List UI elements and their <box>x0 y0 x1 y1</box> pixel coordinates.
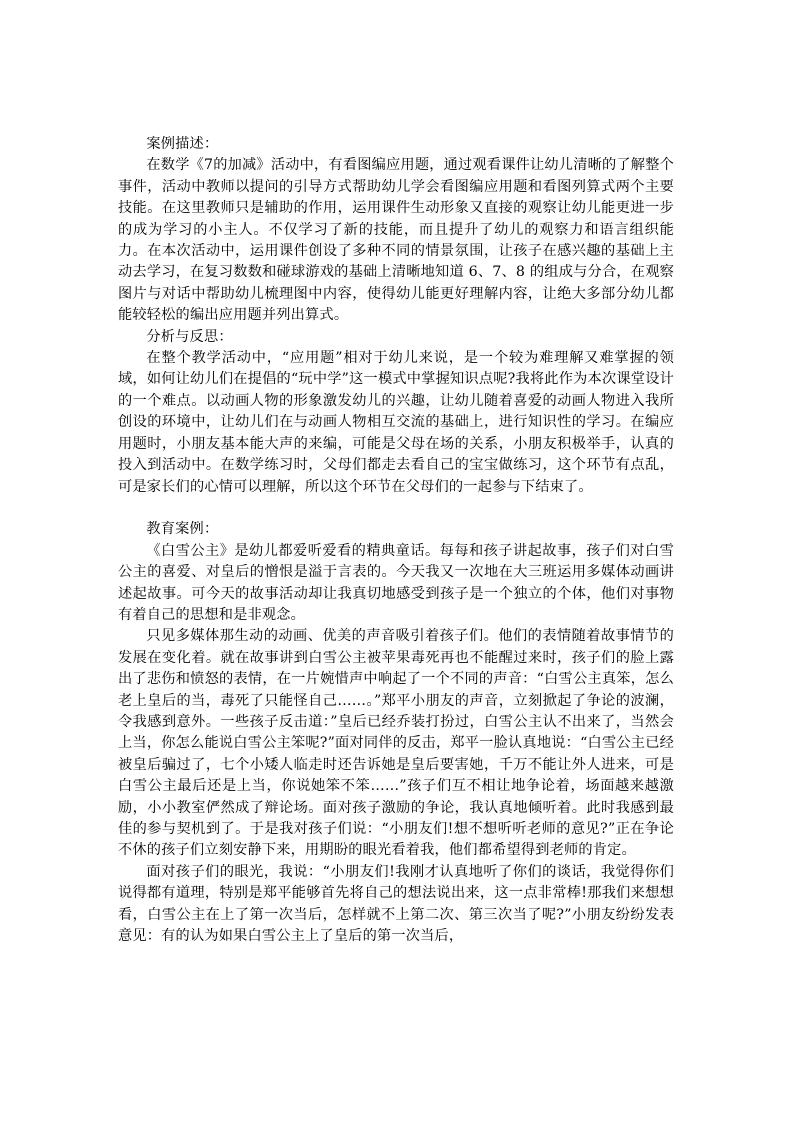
section-heading-analysis-reflection: 分析与反思： <box>146 328 233 345</box>
education-case-paragraph-3: 面对孩子们的眼光，我说：“小朋友们!我刚才认真地听了你们的谈话，我觉得你们说得都有道理，特别是郑平能够首先将自己的想法说出来，这一点非常棒!那我们来想想看，白雪公主在上了第一次当后，怎样就不上第二次、第三次当了呢?”小朋友纷纷发表意见：有的认为如果白雪公主上了皇后的第一次当后， <box>118 863 674 945</box>
education-case-paragraph-1: 《白雪公主》是幼儿都爱听爱看的精典童话。每每和孩子讲起故事，孩子们对白雪公主的喜爱、对皇后的憎恨是溢于言表的。今天我又一次地在大三班运用多媒体动画讲述起故事。可今天的故事活动却让我真切地感受到孩子是一个独立的个体，他们对事物有着自己的思想和是非观念。 <box>118 542 674 623</box>
section-heading-education-case: 教育案例： <box>146 521 219 538</box>
analysis-reflection-paragraph: 在整个教学活动中，“应用题”相对于幼儿来说，是一个较为难理解又难掌握的领域，如何让幼儿们在提倡的“玩中学”这一模式中掌握知识点呢?我将此作为本次课堂设计的一个难点。以动画人物的形象激发幼儿的兴趣，让幼儿随着喜爱的动画人物进入我所创设的环境中，让幼儿们在与动画人物相互交流的基础上，进行知识性的学习。在编应用题时，小朋友基本能大声的来编，可能是父母在场的关系，小朋友积极举手，认真的投入到活动中。在数学练习时，父母们都走去看自己的宝宝做练习，这个环节有点乱，可是家长们的心情可以理解，所以这个环节在父母们的一起参与下结束了。 <box>118 350 674 495</box>
blank-line <box>118 498 674 519</box>
education-case-paragraph-2: 只见多媒体那生动的动画、优美的声音吸引着孩子们。他们的表情随着故事情节的发展在变化着。就在故事讲到白雪公主被苹果毒死再也不能醒过来时，孩子们的脸上露出了悲伤和愤怒的表情，在一片婉惜声中响起了一个不同的声音：“白雪公主真笨，怎么老上皇后的当，毒死了只能怪自己……。”郑平小朋友的声音，立刻掀起了争论的波澜，令我感到意外。一些孩子反击道：”皇后已经乔装打扮过，白雪公主认不出来了，当然会上当，你怎么能说白雪公主笨呢?”面对同伴的反击，郑平一脸认真地说：“白雪公主已经被皇后骗过了，七个小矮人临走时还告诉她是皇后要害她，千万不能让外人进来，可是白雪公主最后还是上当，你说她笨不笨……”孩子们互不相让地争论着，场面越来越激励，小小教室俨然成了辩论场。面对孩子激励的争论，我认真地倾听着。此时我感到最佳的参与契机到了。于是我对孩子们说：“小朋友们!想不想听听老师的意见?”正在争论不休的孩子们立刻安静下来，用期盼的眼光看着我，他们都希望得到老师的肯定。 <box>118 628 674 859</box>
case-description-paragraph: 在数学《7的加减》活动中，有看图编应用题，通过观看课件让幼儿清晰的了解整个事件，活动中教师以提问的引导方式帮助幼儿学会看图编应用题和看图列算式两个主要技能。在这里教师只是辅助的作用，运用课件生动形象又直接的观察让幼儿能更进一步的成为学习的小主人。不仅学习了新的技能，而且提升了幼儿的观察力和语言组织能力。在本次活动中，运用课件创设了多种不同的情景氛围，让孩子在感兴趣的基础上主动去学习，在复习数数和碰球游戏的基础上清晰地知道 6、7、8 的组成与分合，在观察图片与对话中帮助幼儿梳理图中内容，使得幼儿能更好理解内容，让绝大多部分幼儿都能较轻松的编出应用题并列出算式。 <box>118 157 674 324</box>
document-body <box>118 134 674 947</box>
section-heading-case-description: 案例描述： <box>146 136 219 152</box>
